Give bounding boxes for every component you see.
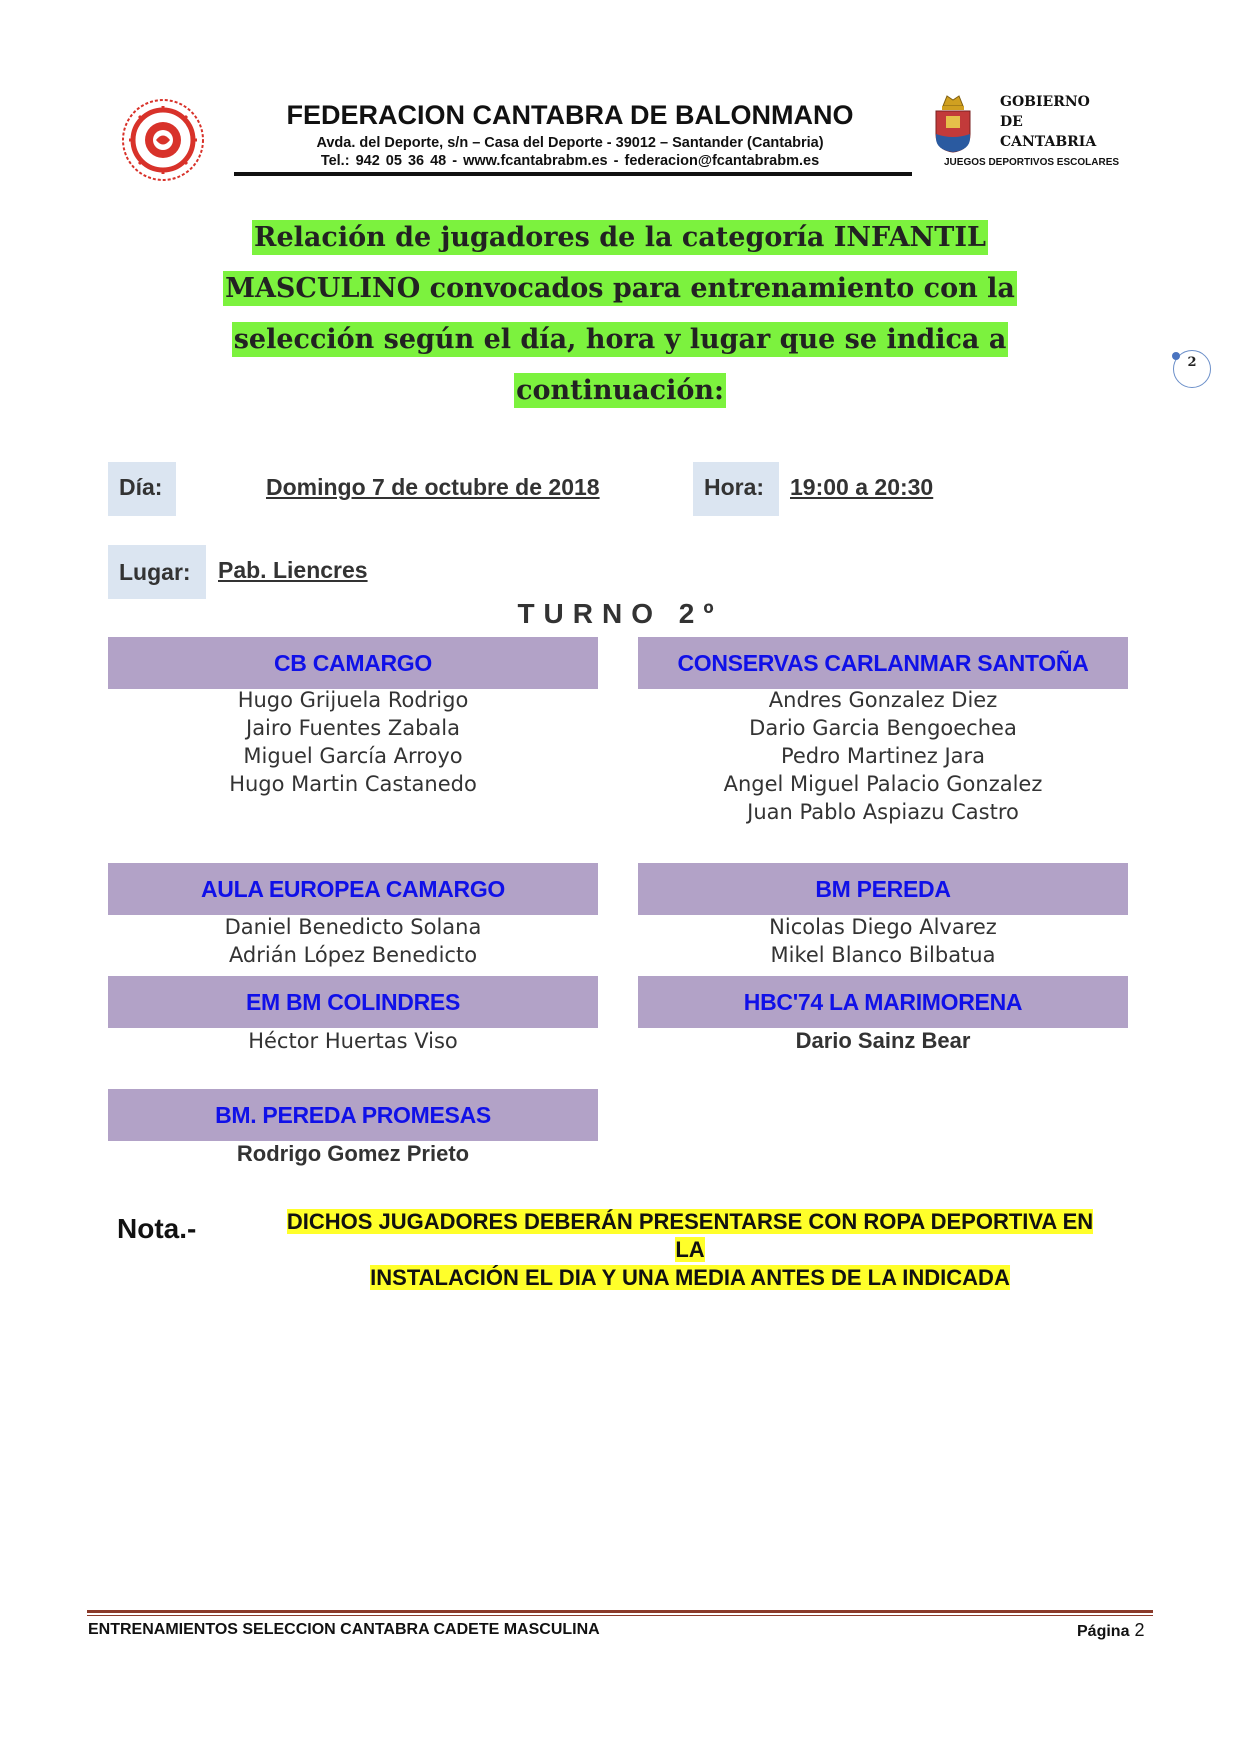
title-line-1: Relación de jugadores de la categoría INFANTIL [254, 222, 986, 253]
gov-line-1: GOBIERNO [1000, 94, 1090, 110]
federation-contact: Tel.: 942 05 36 48 - www.fcantabrabm.es - federacion@fcantabrabm.es [320, 153, 820, 169]
player-name: Nicolas Diego Alvarez [769, 915, 997, 939]
page-number-badge: 2 [1173, 350, 1211, 388]
footer-title: ENTRENAMIENTOS SELECCION CANTABRA CADETE MASCULINA [88, 1621, 600, 1638]
government-name [1000, 92, 1096, 152]
federation-name: FEDERACION CANTABRA DE BALONMANO [286, 100, 854, 130]
cantabria-crest-icon [933, 92, 973, 154]
team-player-list [638, 686, 1128, 826]
team-header: CONSERVAS CARLANMAR SANTOÑA [638, 637, 1128, 689]
gov-line-2: DE [1000, 114, 1023, 130]
player-name: Angel Miguel Palacio Gonzalez [723, 772, 1043, 796]
player-name: Pedro Martinez Jara [780, 744, 986, 768]
footer-page [1077, 1620, 1145, 1641]
player-name: Héctor Huertas Viso [248, 1029, 458, 1053]
team-player-list [108, 1027, 598, 1055]
team-header: EM BM COLINDRES [108, 976, 598, 1028]
player-name: Hugo Grijuela Rodrigo [237, 688, 469, 712]
header-rule [234, 172, 912, 176]
player-name: Adrián López Benedicto [228, 943, 478, 967]
team-player-list [108, 1140, 598, 1168]
footer-rule-thin [87, 1615, 1153, 1616]
player-name: Dario Sainz Bear [795, 1028, 971, 1053]
player-name: Dario Garcia Bengoechea [749, 716, 1017, 740]
note-line-1: DICHOS JUGADORES DEBERÁN PRESENTARSE CON ROPA DEPORTIVA EN LA [286, 1209, 1094, 1262]
team-player-list [108, 913, 598, 969]
time-label: Hora: [693, 462, 779, 516]
note-label: Nota.- [117, 1213, 197, 1244]
federation-address: Avda. del Deporte, s/n – Casa del Deporte - 39012 – Santander (Cantabria) [316, 135, 824, 151]
note-line-2: INSTALACIÓN EL DIA Y UNA MEDIA ANTES DE LA INDICADA [370, 1265, 1010, 1290]
team-header: BM. PEREDA PROMESAS [108, 1089, 598, 1141]
badge-dot [1172, 352, 1180, 360]
footer-page-number: 2 [1134, 1620, 1145, 1640]
team-player-list [108, 686, 598, 798]
place-value: Pab. Liencres [218, 557, 368, 583]
player-name: Juan Pablo Aspiazu Castro [747, 800, 1019, 824]
title-line-2: MASCULINO convocados para entrenamiento con la [225, 273, 1015, 304]
team-player-list [638, 1027, 1128, 1055]
player-name: Mikel Blanco Bilbatua [770, 943, 996, 967]
team-player-list [638, 913, 1128, 969]
shift-heading: TURNO 2º [517, 598, 723, 629]
player-name: Jairo Fuentes Zabala [246, 716, 460, 740]
player-name: Rodrigo Gomez Prieto [236, 1141, 470, 1166]
footer-rule [87, 1610, 1153, 1613]
time-value: 19:00 a 20:30 [790, 474, 934, 500]
title-line-3: selección según el día, hora y lugar que se indica a [233, 324, 1007, 355]
player-name: Hugo Martin Castanedo [229, 772, 477, 796]
team-header: CB CAMARGO [108, 637, 598, 689]
team-header: BM PEREDA [638, 863, 1128, 915]
team-header: HBC'74 LA MARIMORENA [638, 976, 1128, 1028]
federation-logo [120, 97, 206, 183]
note-text [270, 1208, 1110, 1292]
gov-line-3: CANTABRIA [1000, 134, 1097, 150]
school-games-label: JUEGOS DEPORTIVOS ESCOLARES [944, 157, 1120, 168]
place-label: Lugar: [108, 545, 206, 599]
title-line-4: continuación: [516, 375, 724, 406]
player-name: Andres Gonzalez Diez [768, 688, 998, 712]
day-label: Día: [108, 462, 176, 516]
footer-page-label: Página [1077, 1623, 1130, 1640]
team-header: AULA EUROPEA CAMARGO [108, 863, 598, 915]
player-name: Daniel Benedicto Solana [224, 915, 482, 939]
day-value: Domingo 7 de octubre de 2018 [266, 474, 600, 500]
document-title [150, 212, 1090, 416]
player-name: Miguel García Arroyo [243, 744, 463, 768]
